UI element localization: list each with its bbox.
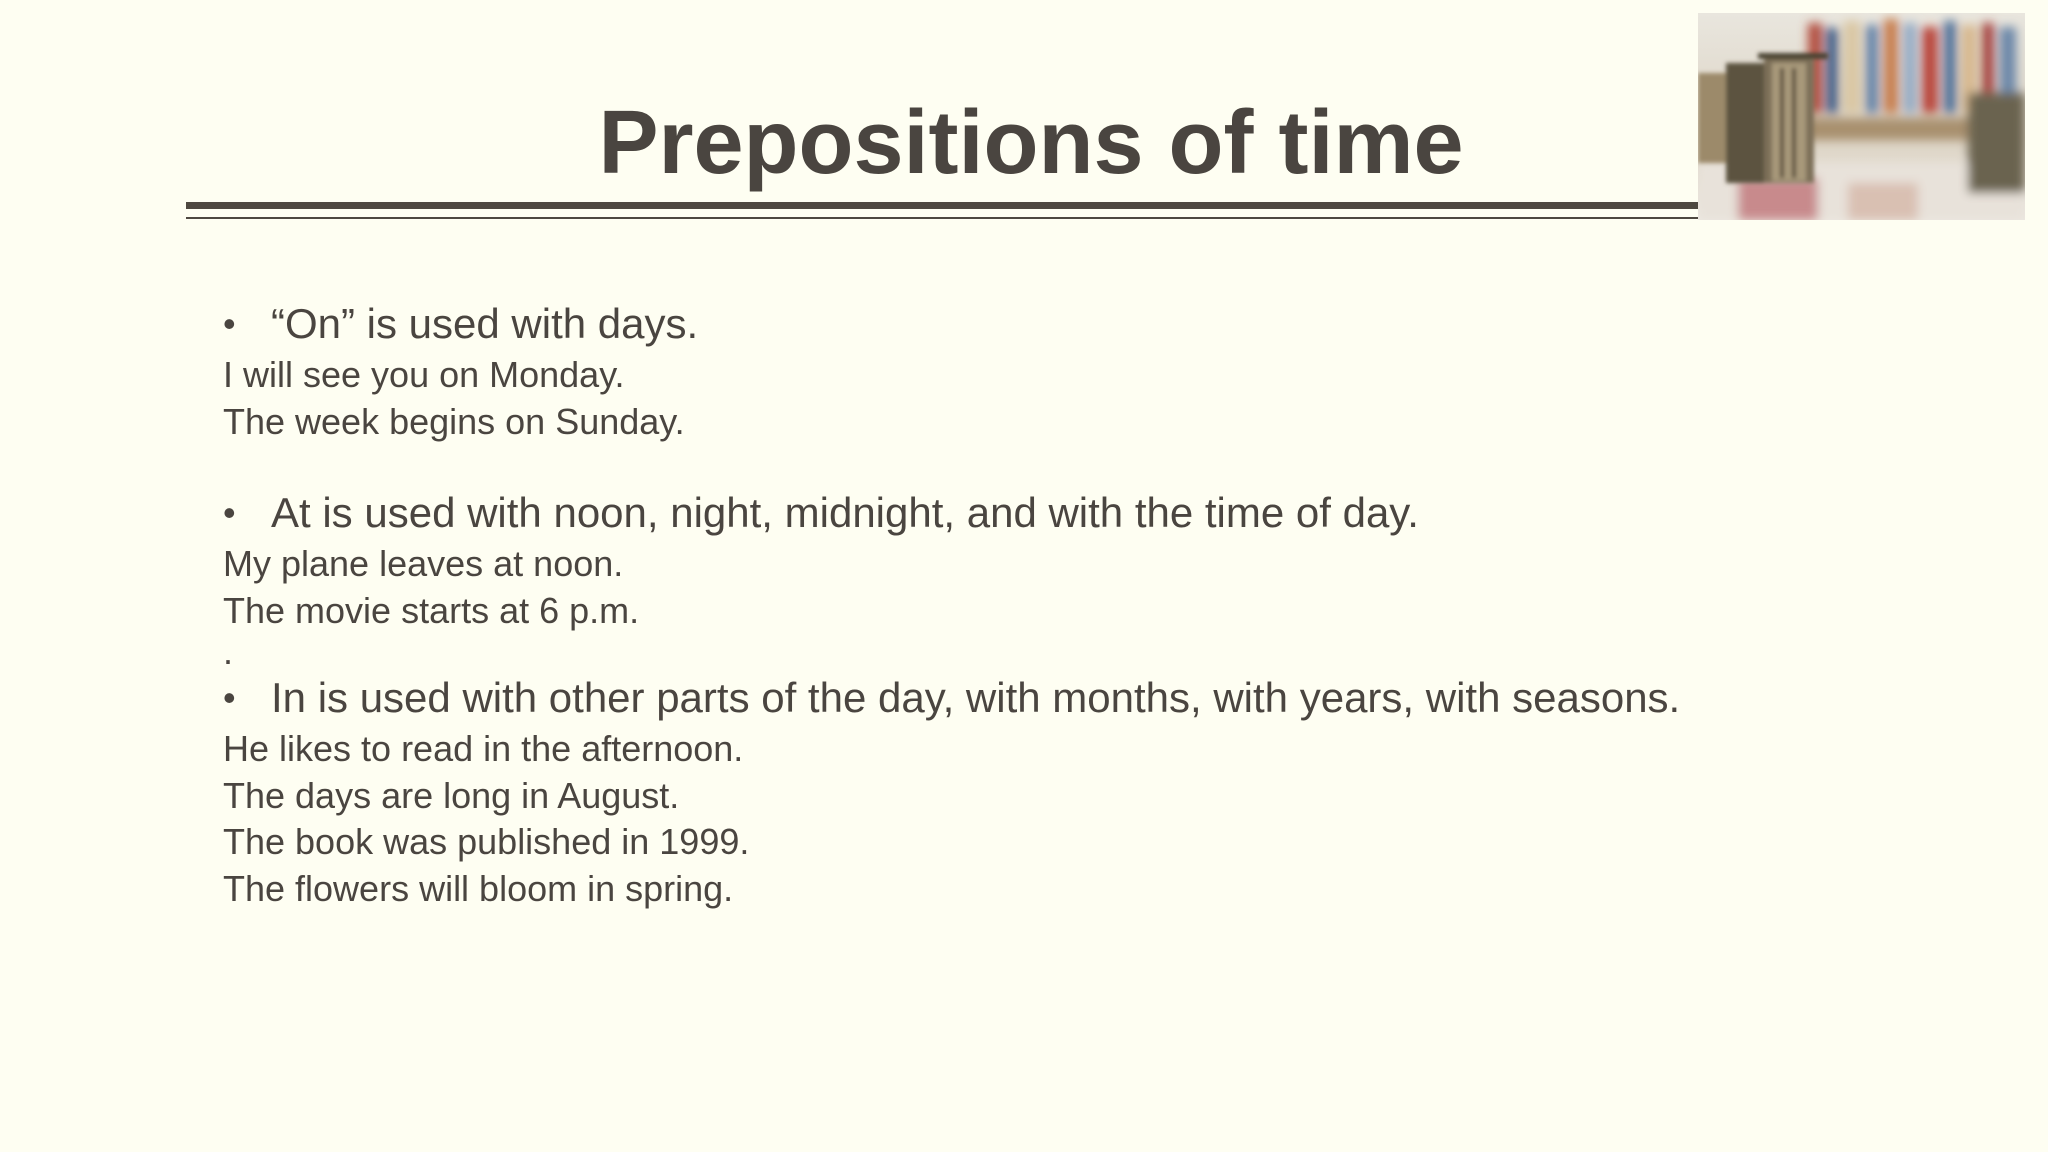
bookshelf-image [1698, 13, 2025, 220]
bullet-text: In is used with other parts of the day, with months, with years, with seasons. [271, 674, 1681, 721]
bullet-marker: • [223, 492, 236, 533]
bullet-marker: • [223, 303, 236, 344]
bullet-on-days [223, 296, 2013, 352]
content-body [223, 296, 2013, 912]
stray-period: . [223, 631, 234, 672]
title-rule-thin [186, 217, 1700, 219]
example-line: I will see you on Monday. [223, 354, 625, 395]
example-line: The flowers will bloom in spring. [223, 867, 734, 909]
example-line: My plane leaves at noon. [223, 543, 624, 584]
bullet-at-time [223, 485, 2013, 541]
example-line: He likes to read in the afternoon. [223, 728, 744, 769]
bullet-text: “On” is used with days. [271, 300, 699, 347]
bullet-in-periods [223, 670, 2013, 726]
bullet-marker: • [223, 677, 236, 718]
title-rule-thick [186, 202, 1700, 209]
slide-title: Prepositions of time [598, 93, 1464, 193]
example-line: The movie starts at 6 p.m. [223, 589, 640, 631]
example-line: The days are long in August. [223, 774, 680, 816]
example-line: The book was published in 1999. [223, 821, 750, 862]
example-line: The week begins on Sunday. [223, 400, 685, 442]
bullet-text: At is used with noon, night, midnight, and with the time of day. [271, 489, 1419, 536]
spacer [223, 445, 2013, 485]
